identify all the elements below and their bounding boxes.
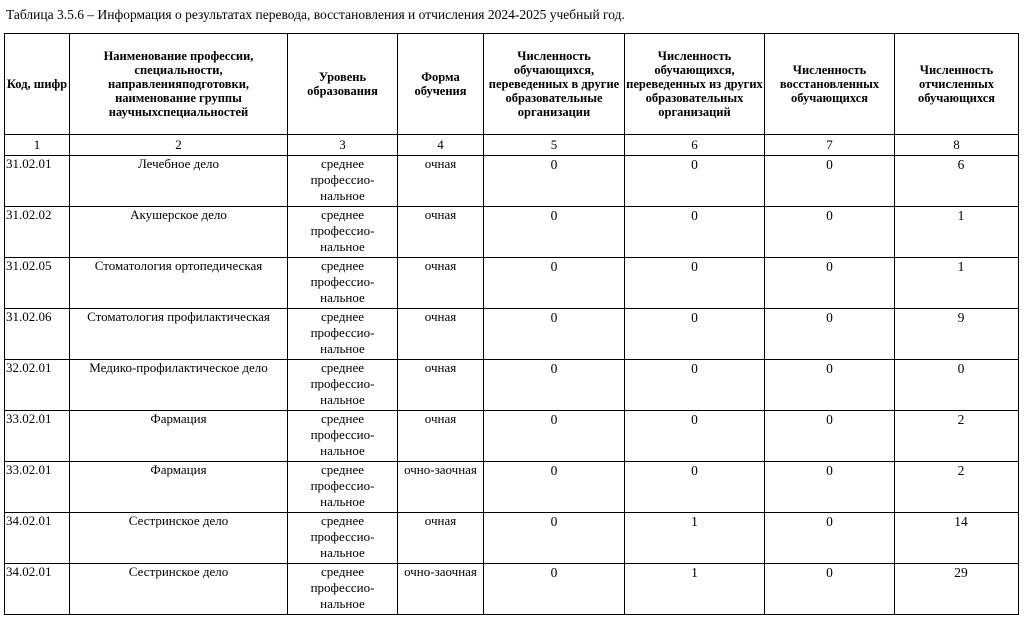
table-row <box>5 462 1019 513</box>
cell-transferred-in: 0 <box>625 462 765 513</box>
table-caption: Таблица 3.5.6 – Информация о результатах перевода, восстановления и отчисления 2024-2025 учебный год. <box>6 7 625 22</box>
cell-form: очная <box>398 360 484 411</box>
cell-code: 33.02.01 <box>5 462 70 513</box>
table-row <box>5 564 1019 615</box>
table-row <box>5 258 1019 309</box>
cell-transferred-in: 1 <box>625 564 765 615</box>
cell-level: среднее профессио-нальное <box>288 564 398 615</box>
cell-transferred-in: 0 <box>625 207 765 258</box>
column-number: 5 <box>484 135 625 156</box>
cell-level: среднее профессио-нальное <box>288 207 398 258</box>
column-number: 7 <box>765 135 895 156</box>
cell-transferred-in: 1 <box>625 513 765 564</box>
cell-transferred-in: 0 <box>625 309 765 360</box>
cell-code: 31.02.06 <box>5 309 70 360</box>
cell-transferred-out: 0 <box>484 258 625 309</box>
cell-expelled: 29 <box>895 564 1019 615</box>
cell-form: очная <box>398 411 484 462</box>
cell-restored: 0 <box>765 156 895 207</box>
cell-code: 34.02.01 <box>5 513 70 564</box>
cell-form: очная <box>398 513 484 564</box>
cell-transferred-in: 0 <box>625 360 765 411</box>
cell-level: среднее профессио-нальное <box>288 411 398 462</box>
cell-name: Фармация <box>70 462 288 513</box>
column-header-expelled: Численность отчисленных обучающихся <box>895 34 1019 135</box>
cell-restored: 0 <box>765 564 895 615</box>
cell-name: Сестринское дело <box>70 513 288 564</box>
cell-form: очная <box>398 207 484 258</box>
header-row <box>5 34 1019 135</box>
cell-restored: 0 <box>765 513 895 564</box>
cell-expelled: 2 <box>895 462 1019 513</box>
column-number: 2 <box>70 135 288 156</box>
column-number: 8 <box>895 135 1019 156</box>
cell-expelled: 14 <box>895 513 1019 564</box>
column-number: 4 <box>398 135 484 156</box>
cell-code: 31.02.05 <box>5 258 70 309</box>
results-table <box>4 33 1019 615</box>
column-header-code: Код, шифр <box>5 34 70 135</box>
table-row <box>5 309 1019 360</box>
cell-restored: 0 <box>765 207 895 258</box>
cell-expelled: 6 <box>895 156 1019 207</box>
cell-restored: 0 <box>765 360 895 411</box>
cell-restored: 0 <box>765 309 895 360</box>
cell-form: очная <box>398 258 484 309</box>
cell-name: Сестринское дело <box>70 564 288 615</box>
cell-transferred-out: 0 <box>484 309 625 360</box>
column-header-restored: Численность восстановленных обучающихся <box>765 34 895 135</box>
cell-transferred-out: 0 <box>484 462 625 513</box>
cell-level: среднее профессио-нальное <box>288 156 398 207</box>
cell-name: Стоматология ортопедическая <box>70 258 288 309</box>
cell-name: Лечебное дело <box>70 156 288 207</box>
cell-code: 34.02.01 <box>5 564 70 615</box>
column-header-level: Уровень образования <box>288 34 398 135</box>
cell-level: среднее профессио-нальное <box>288 513 398 564</box>
cell-transferred-in: 0 <box>625 258 765 309</box>
cell-restored: 0 <box>765 462 895 513</box>
cell-code: 31.02.02 <box>5 207 70 258</box>
cell-form: очная <box>398 309 484 360</box>
table-row <box>5 207 1019 258</box>
cell-code: 32.02.01 <box>5 360 70 411</box>
table-row <box>5 156 1019 207</box>
cell-name: Акушерское дело <box>70 207 288 258</box>
table-row <box>5 360 1019 411</box>
cell-name: Фармация <box>70 411 288 462</box>
cell-form: очная <box>398 156 484 207</box>
cell-transferred-in: 0 <box>625 156 765 207</box>
cell-transferred-out: 0 <box>484 360 625 411</box>
column-number: 3 <box>288 135 398 156</box>
cell-form: очно-заочная <box>398 462 484 513</box>
cell-transferred-out: 0 <box>484 411 625 462</box>
column-header-transferred-in: Численность обучающихся, переведенных из других образовательных организаций <box>625 34 765 135</box>
cell-transferred-in: 0 <box>625 411 765 462</box>
column-number: 1 <box>5 135 70 156</box>
cell-transferred-out: 0 <box>484 513 625 564</box>
cell-expelled: 2 <box>895 411 1019 462</box>
cell-level: среднее профессио-нальное <box>288 462 398 513</box>
column-header-transferred-out: Численность обучающихся, переведенных в другие образовательные организации <box>484 34 625 135</box>
cell-expelled: 9 <box>895 309 1019 360</box>
cell-level: среднее профессио-нальное <box>288 309 398 360</box>
cell-transferred-out: 0 <box>484 156 625 207</box>
cell-transferred-out: 0 <box>484 207 625 258</box>
cell-expelled: 1 <box>895 258 1019 309</box>
table-row <box>5 411 1019 462</box>
cell-expelled: 1 <box>895 207 1019 258</box>
cell-level: среднее профессио-нальное <box>288 258 398 309</box>
cell-code: 31.02.01 <box>5 156 70 207</box>
cell-expelled: 0 <box>895 360 1019 411</box>
cell-level: среднее профессио-нальное <box>288 360 398 411</box>
table-row <box>5 513 1019 564</box>
column-number: 6 <box>625 135 765 156</box>
column-header-name: Наименование профессии, специальности, направленияподготовки, наименование группы научныхспециальностей <box>70 34 288 135</box>
cell-form: очно-заочная <box>398 564 484 615</box>
column-number-row <box>5 135 1019 156</box>
cell-code: 33.02.01 <box>5 411 70 462</box>
cell-transferred-out: 0 <box>484 564 625 615</box>
cell-restored: 0 <box>765 258 895 309</box>
cell-restored: 0 <box>765 411 895 462</box>
column-header-form: Форма обучения <box>398 34 484 135</box>
cell-name: Медико-профилактическое дело <box>70 360 288 411</box>
cell-name: Стоматология профилактическая <box>70 309 288 360</box>
